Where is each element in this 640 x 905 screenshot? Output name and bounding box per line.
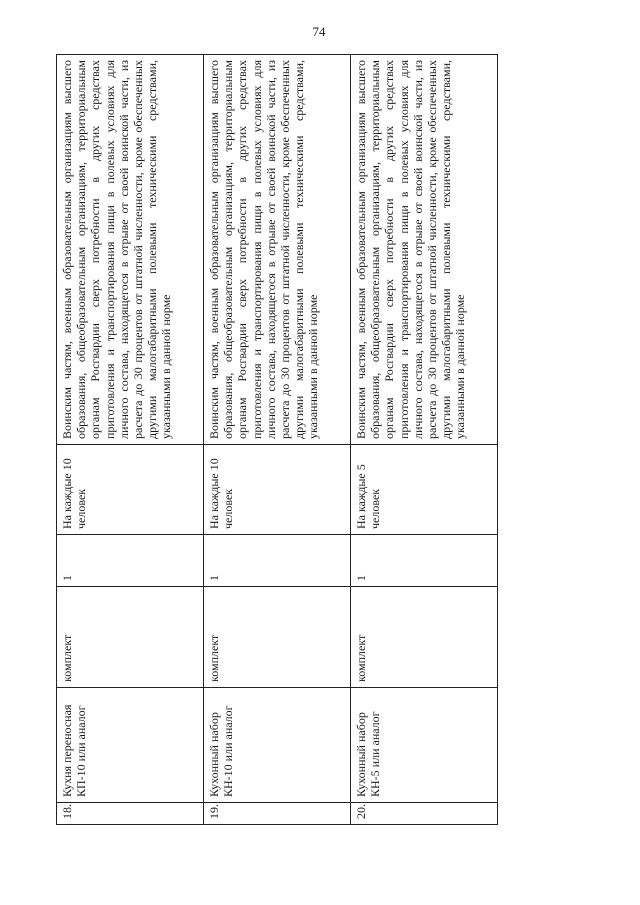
row-number: 19. (204, 803, 351, 825)
item-name: Кухонный набор КН-10 или аналог (204, 688, 351, 803)
row-number: 18. (57, 803, 204, 825)
unit-of-measure: комплект (351, 587, 498, 688)
item-name: Кухонный набор КН-5 или аналог (351, 688, 498, 803)
table-row (204, 55, 351, 825)
quantity: 1 (57, 535, 204, 587)
norm-basis: На каждые 10 человек (204, 445, 351, 535)
quantity: 1 (204, 535, 351, 587)
norm-basis: На каждые 10 человек (57, 445, 204, 535)
row-number: 20. (351, 803, 498, 825)
norms-table (56, 54, 498, 825)
rotated-table-container (56, 55, 498, 825)
recipients-description: Воинским частям, военным образовательным организациям высшего образования, общеобразовательным организациям, территориальным органам Росгвардии сверх потребности в других средствах приготовления и транспортирования пищи в полевых условиях для личного состава, находящегося в отрыве от своей воинской части, из расчета до 30 процентов от штатной численности, кроме обеспеченных другими малогабаритными полевыми техническими средствами, указанными в данной норме (204, 55, 351, 445)
norm-basis: На каждые 5 человек (351, 445, 498, 535)
quantity: 1 (351, 535, 498, 587)
table-row (351, 55, 498, 825)
unit-of-measure: комплект (57, 587, 204, 688)
recipients-description: Воинским частям, военным образовательным организациям высшего образования, общеобразовательным организациям, территориальным органам Росгвардии сверх потребности в других средствах приготовления и транспортирования пищи в полевых условиях для личного состава, находящегося в отрыве от своей воинской части, из расчета до 30 процентов от штатной численности, кроме обеспеченных другими малогабаритными полевыми техническими средствами, указанными в данной норме (57, 55, 204, 445)
recipients-description: Воинским частям, военным образовательным организациям высшего образования, общеобразовательным организациям, территориальным органам Росгвардии сверх потребности в других средствах приготовления и транспортирования пищи в полевых условиях для личного состава, находящегося в отрыве от своей воинской части, из расчета до 30 процентов от штатной численности, кроме обеспеченных другими малогабаритными полевыми техническими средствами, указанными в данной норме (351, 55, 498, 445)
item-name: Кухня переносная КП-10 или аналог (57, 688, 204, 803)
table-row (57, 55, 204, 825)
page-number: 74 (312, 24, 326, 39)
unit-of-measure: комплект (204, 587, 351, 688)
